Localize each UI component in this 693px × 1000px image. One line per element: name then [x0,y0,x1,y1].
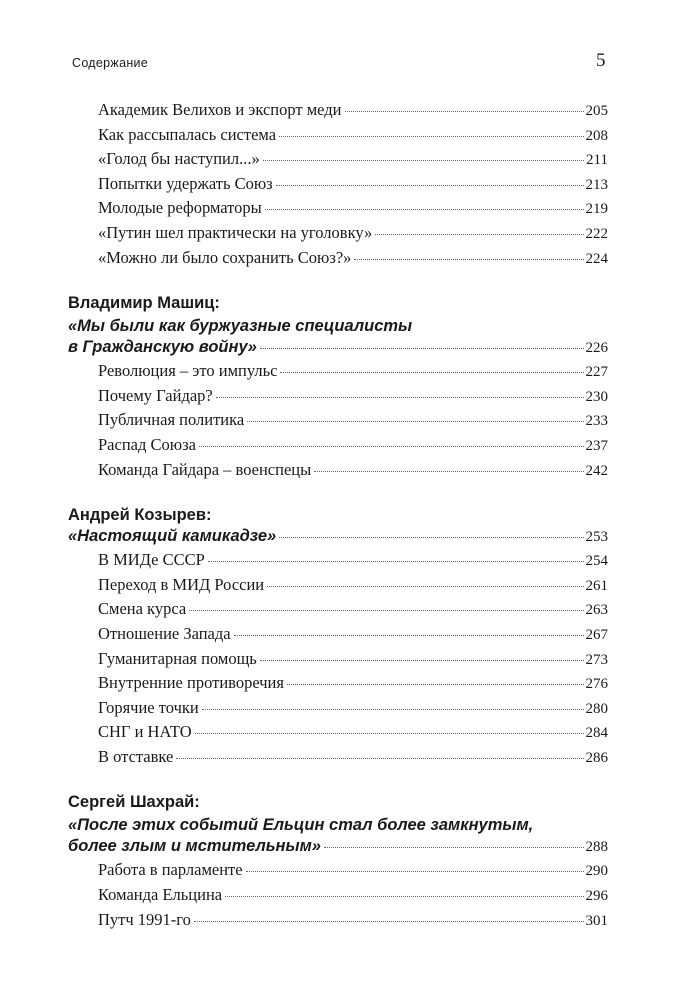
toc-entry[interactable] [68,198,608,223]
toc-entry[interactable] [68,223,608,248]
toc-entry[interactable] [68,624,608,649]
toc-entry-title: Смена курса [98,599,187,619]
leader-dots [202,709,584,710]
toc-entry[interactable] [68,460,608,485]
toc-entry[interactable] [68,649,608,674]
section-title-last: более злым и мстительным» [68,837,321,856]
toc-entry-page: 290 [585,863,608,880]
leader-dots [208,561,584,562]
leader-dots [287,684,584,685]
leader-dots [345,111,584,112]
toc-entry-page: 267 [585,626,608,643]
toc-entry-page: 273 [585,651,608,668]
toc-entry[interactable] [68,747,608,772]
section-title-entry[interactable] [68,837,608,860]
leader-dots [276,185,584,186]
toc-entry[interactable] [68,698,608,723]
toc-entry-page: 213 [585,176,608,193]
toc-entry-page: 230 [585,388,608,405]
section-page: 226 [585,340,608,357]
toc-entry-page: 222 [585,225,608,242]
leader-dots [279,537,583,538]
toc-entry[interactable] [68,599,608,624]
section-page: 253 [585,529,608,546]
toc-entry[interactable] [68,435,608,460]
toc-entry-title: «Голод бы наступил...» [98,149,260,169]
toc-entry-title: Путч 1991-го [98,909,191,929]
leader-dots [314,471,583,472]
toc-entry[interactable] [68,722,608,747]
section-title-line: «Мы были как буржуазные специалисты [68,317,413,336]
section-gap [68,272,608,292]
toc-entry[interactable] [68,860,608,885]
section-page: 288 [585,839,608,856]
toc-entry-title: Почему Гайдар? [98,385,213,405]
leader-dots [260,660,584,661]
toc-entry-title: Горячие точки [98,697,199,717]
toc-entry-title: Попытки удержать Союз [98,173,273,193]
toc-entry-title: Как рассыпалась система [98,124,277,144]
table-of-contents [68,100,608,934]
toc-entry[interactable] [68,248,608,273]
toc-entry-title: СНГ и НАТО [98,722,192,742]
toc-entry[interactable] [68,673,608,698]
page-number: 5 [596,50,606,71]
section-author: Сергей Шахрай: [68,793,200,812]
leader-dots [265,209,584,210]
toc-entry[interactable] [68,910,608,935]
section-author: Владимир Машиц: [68,294,220,313]
toc-entry[interactable] [68,410,608,435]
toc-entry-page: 286 [585,749,608,766]
section-gap [68,771,608,791]
toc-entry-page: 205 [585,103,608,119]
toc-entry-title: Академик Велихов и экспорт меди [98,100,342,119]
toc-entry-title: Молодые реформаторы [98,198,262,218]
toc-entry-title: В отставке [98,746,174,766]
toc-entry-page: 284 [585,725,608,742]
toc-entry-page: 208 [585,127,608,144]
toc-entry[interactable] [68,174,608,199]
leader-dots [324,847,584,848]
toc-entry[interactable] [68,550,608,575]
leader-dots [354,259,583,260]
leader-dots [234,635,584,636]
toc-entry-page: 254 [585,553,608,570]
toc-entry-title: Внутренние противоречия [98,673,284,693]
toc-entry-title: Команда Гайдара – военспецы [98,459,312,479]
leader-dots [247,421,583,422]
section-title-entry[interactable] [68,527,608,550]
section-title-last: в Гражданскую войну» [68,338,257,357]
toc-entry-page: 233 [585,413,608,430]
toc-entry[interactable] [68,386,608,411]
toc-entry[interactable] [68,125,608,150]
toc-entry[interactable] [68,149,608,174]
toc-entry-title: Команда Ельцина [98,885,223,905]
toc-entry-page: 227 [585,364,608,381]
toc-entry-title: «Можно ли было сохранить Союз?» [98,247,352,267]
section-title-entry[interactable] [68,338,608,361]
toc-entry-title: «Путин шел практически на уголовку» [98,222,373,242]
toc-entry-title: Революция – это импульс [98,361,278,381]
toc-entry-page: 263 [585,602,608,619]
toc-entry-page: 219 [585,201,608,218]
section-author: Андрей Козырев: [68,506,212,525]
toc-entry-title: Переход в МИД России [98,574,265,594]
leader-dots [267,586,583,587]
toc-entry-title: В МИДе СССР [98,550,205,570]
leader-dots [199,446,584,447]
leader-dots [263,160,584,161]
toc-entry-page: 276 [585,676,608,693]
leader-dots [189,610,583,611]
leader-dots [279,136,583,137]
toc-entry-title: Распад Союза [98,434,196,454]
leader-dots [375,234,583,235]
toc-entry-title: Работа в парламенте [98,860,243,880]
toc-entry-page: 296 [585,888,608,905]
toc-entry-title: Отношение Запада [98,623,231,643]
toc-entry-page: 301 [585,912,608,929]
section-title-line: «После этих событий Ельцин стал более замкнутым, [68,816,534,835]
toc-entry-page: 237 [585,437,608,454]
leader-dots [246,871,584,872]
toc-entry-title: Гуманитарная помощь [98,648,257,668]
running-head: Содержание [72,56,149,70]
leader-dots [216,397,584,398]
toc-entry[interactable] [68,361,608,386]
toc-entry-page: 280 [585,700,608,717]
toc-entry-page: 211 [586,152,608,169]
leader-dots [260,348,584,349]
toc-entry-page: 224 [585,250,608,267]
leader-dots [280,372,583,373]
toc-entry-page: 261 [585,577,608,594]
toc-entry-title: Публичная политика [98,410,245,430]
toc-entry-page: 242 [585,462,608,479]
leader-dots [195,733,584,734]
toc-entry[interactable] [68,100,608,125]
toc-entry[interactable] [68,575,608,600]
leader-dots [176,758,583,759]
leader-dots [225,896,583,897]
toc-entry[interactable] [68,885,608,910]
leader-dots [194,921,584,922]
section-title-last: «Настоящий камикадзе» [68,527,277,546]
section-gap [68,484,608,504]
